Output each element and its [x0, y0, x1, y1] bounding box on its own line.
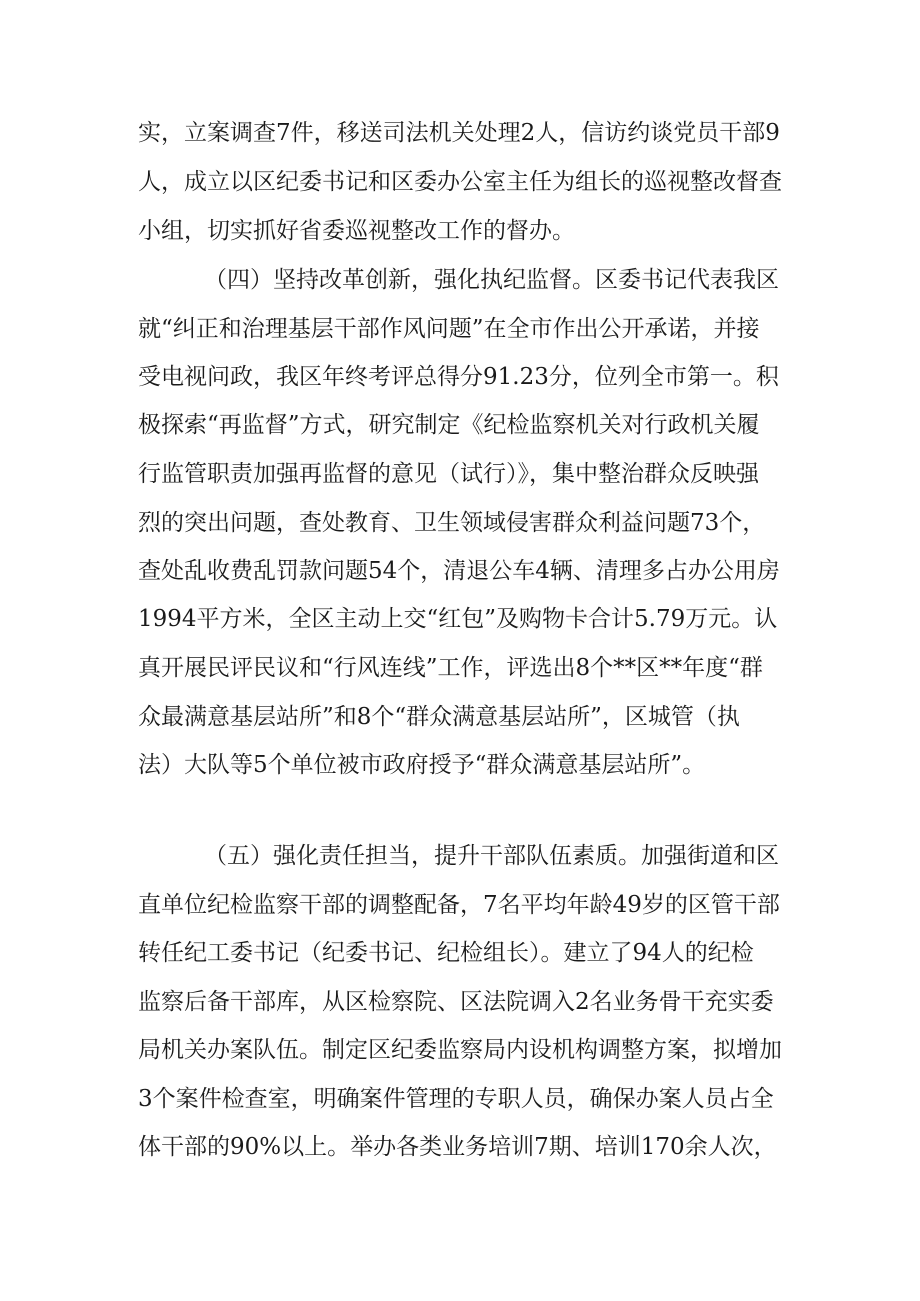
text-line: 查处乱收费乱罚款问题54个，清退公车4辆、清理多占办公用房 — [138, 558, 780, 584]
text-line: 受电视问政，我区年终考评总得分91.23分，位列全市第一。积 — [138, 364, 779, 390]
text-line: 真开展民评民议和“行风连线”工作，评选出8个**区**年度“群 — [138, 655, 763, 681]
text-line: 行监管职责加强再监督的意见（试行）》，集中整治群众反映强 — [138, 461, 759, 487]
text-line: 实，立案调查7件，移送司法机关处理2人，信访约谈党员干部9 — [138, 120, 780, 146]
text-line: 法）大队等5个单位被市政府授予“群众满意基层站所”。 — [138, 752, 706, 778]
text-line: 体干部的90%以上。举办各类业务培训7期、培训170余人次， — [138, 1134, 777, 1160]
text-line: 1994平方米，全区主动上交“红包”及购物卡合计5.79万元。认 — [138, 606, 778, 632]
text-line: 直单位纪检监察干部的调整配备，7名平均年龄49岁的区管干部 — [138, 892, 780, 918]
text-line: （五）强化责任担当，提升干部队伍素质。加强街道和区 — [204, 843, 779, 869]
text-line: 转任纪工委书记（纪委书记、纪检组长）。建立了94人的纪检 — [138, 940, 754, 966]
text-line: 监察后备干部库，从区检察院、区法院调入2名业务骨干充实委 — [138, 989, 774, 1015]
text-line: 众最满意基层站所”和8个“群众满意基层站所”，区城管（执 — [138, 704, 740, 730]
text-line: 烈的突出问题，查处教育、卫生领域侵害群众利益问题73个， — [138, 510, 766, 536]
text-line: 局机关办案队伍。制定区纪委监察局内设机构调整方案，拟增加 — [138, 1037, 782, 1063]
text-line: 就“纠正和治理基层干部作风问题”在全市作出公开承诺，并接 — [138, 316, 760, 342]
text-line: （四）坚持改革创新，强化执纪监督。区委书记代表我区 — [204, 267, 779, 293]
text-line: 人，成立以区纪委书记和区委办公室主任为组长的巡视整改督查 — [138, 169, 782, 195]
text-line: 极探索“再监督”方式，研究制定《纪检监察机关对行政机关履 — [138, 412, 760, 438]
text-line: 3个案件检查室，明确案件管理的专职人员，确保办案人员占全 — [138, 1086, 774, 1112]
text-line: 小组，切实抓好省委巡视整改工作的督办。 — [138, 218, 575, 244]
